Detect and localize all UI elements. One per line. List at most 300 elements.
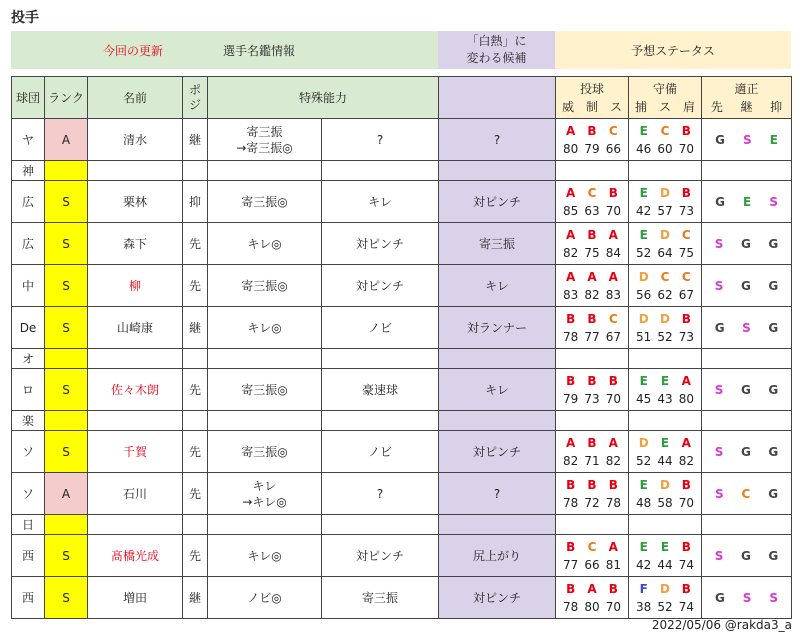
- aptitude-letter: G: [768, 382, 779, 397]
- special-ability-line: 寄三振◎: [241, 382, 288, 397]
- grade-letter: E: [660, 539, 670, 554]
- stat-value: 78: [563, 599, 579, 614]
- table-header-row: [12, 77, 792, 119]
- pitching-stats: [556, 577, 629, 619]
- rank-cell: S: [45, 431, 88, 473]
- stat-value: 44: [657, 453, 673, 468]
- aptitude-cell: [702, 119, 792, 161]
- stat-value: 77: [563, 557, 579, 572]
- grade-letter: A: [681, 435, 691, 450]
- position-cell: 継: [183, 577, 208, 619]
- aptitude-grades: [706, 279, 787, 293]
- header-pos: ポジ: [183, 77, 208, 119]
- pitching-stats: [556, 181, 629, 223]
- team-separator-row: [12, 349, 792, 369]
- empty-cell: [556, 161, 629, 181]
- aptitude-cell: [702, 369, 792, 411]
- pitching-values: [560, 598, 624, 616]
- grade-letter: B: [608, 185, 618, 200]
- player-name: 山崎康: [88, 307, 183, 349]
- table-row: [12, 369, 792, 411]
- legend-bar: [11, 31, 791, 69]
- team-cell: 西: [12, 577, 45, 619]
- position-cell: 抑: [183, 181, 208, 223]
- grade-letter: D: [660, 227, 670, 242]
- aptitude-letter: G: [768, 236, 779, 251]
- pitching-grades: [560, 434, 624, 452]
- grade-letter: C: [660, 123, 670, 138]
- aptitude-cell: [702, 181, 792, 223]
- pitching-stats: [556, 369, 629, 411]
- special-ability-1: [208, 265, 322, 307]
- aptitude-letter: G: [768, 486, 779, 501]
- player-name: 柳: [88, 265, 183, 307]
- special-ability-1: [208, 369, 322, 411]
- grade-letter: E: [639, 185, 648, 200]
- team-cell: ソ: [12, 473, 45, 515]
- stat-value: 57: [657, 203, 673, 218]
- player-name: 増田: [88, 577, 183, 619]
- grade-letter: B: [681, 477, 691, 492]
- fielding-grades: [633, 372, 697, 390]
- special-ability-line: ノビ◎: [247, 590, 282, 605]
- aptitude-letter: S: [743, 132, 752, 147]
- header-team: 球団: [12, 77, 45, 119]
- grade-letter: C: [660, 269, 670, 284]
- pitching-grades: [560, 476, 624, 494]
- stat-value: 74: [678, 599, 694, 614]
- team-cell: 西: [12, 535, 45, 577]
- special-ability-line: →寄三振◎: [236, 140, 293, 155]
- stat-value: 83: [563, 287, 579, 302]
- position-cell: 先: [183, 473, 208, 515]
- rank-cell: S: [45, 369, 88, 411]
- special-ability-1: [208, 577, 322, 619]
- special-ability-line: 寄三振◎: [241, 194, 288, 209]
- stat-value: 66: [605, 141, 621, 156]
- aptitude-letter: G: [715, 194, 725, 209]
- grade-letter: A: [681, 373, 691, 388]
- header-name: 名前: [88, 77, 183, 119]
- pitching-stats: [556, 223, 629, 265]
- grade-letter: A: [566, 123, 576, 138]
- pitching-stats: [556, 535, 629, 577]
- empty-cell: [702, 161, 792, 181]
- position-cell: 継: [183, 119, 208, 161]
- rank-cell-empty: [45, 515, 88, 535]
- legend-green: [11, 31, 438, 69]
- candidate-ability: 対ピンチ: [439, 181, 556, 223]
- stat-value: 81: [605, 557, 621, 572]
- player-name: 佐々木朗: [88, 369, 183, 411]
- fielding-values: [633, 556, 697, 574]
- header-pitch: 投球 威 制 ス: [556, 77, 629, 119]
- empty-cell: [208, 349, 322, 369]
- page-title: 投手: [11, 10, 39, 26]
- aptitude-letter: S: [714, 486, 724, 501]
- fielding-stats: [629, 265, 702, 307]
- table-row: [12, 307, 792, 349]
- aptitude-grades: [706, 549, 787, 563]
- fielding-values: [633, 140, 697, 158]
- header-sub-label: 制: [586, 99, 599, 114]
- stat-value: 73: [678, 329, 694, 344]
- special-ability-line: キレ◎: [247, 236, 282, 251]
- position-cell: 継: [183, 307, 208, 349]
- fielding-values: [633, 202, 697, 220]
- fielding-values: [633, 286, 697, 304]
- grade-letter: E: [660, 435, 670, 450]
- grade-letter: E: [660, 373, 670, 388]
- candidate-cell-empty: [439, 515, 556, 535]
- team-cell: ロ: [12, 369, 45, 411]
- position-cell: 先: [183, 265, 208, 307]
- grade-letter: A: [587, 269, 597, 284]
- fielding-grades: [633, 538, 697, 556]
- table-row: [12, 535, 792, 577]
- team-cell: De: [12, 307, 45, 349]
- special-ability-2: 対ピンチ: [322, 223, 439, 265]
- footer-credit: 2022/05/06 @rakda3_a: [651, 618, 792, 632]
- empty-cell: [322, 349, 439, 369]
- aptitude-letter: S: [714, 548, 724, 563]
- aptitude-letter: G: [740, 382, 751, 397]
- grade-letter: C: [681, 269, 691, 284]
- stat-value: 56: [636, 287, 652, 302]
- stat-value: 77: [584, 329, 600, 344]
- aptitude-letter: G: [714, 590, 725, 605]
- grade-letter: A: [566, 227, 576, 242]
- pitching-values: [560, 286, 624, 304]
- team-cell: ヤ: [12, 119, 45, 161]
- special-ability-1: [208, 223, 322, 265]
- rank-cell: S: [45, 535, 88, 577]
- special-ability-1: [208, 181, 322, 223]
- stat-value: 73: [584, 391, 600, 406]
- aptitude-grades: [706, 591, 787, 605]
- stat-value: 60: [657, 141, 673, 156]
- grade-letter: C: [587, 185, 597, 200]
- pitcher-table: [11, 76, 792, 619]
- fielding-stats: [629, 181, 702, 223]
- grade-letter: B: [587, 435, 597, 450]
- grade-letter: A: [587, 581, 597, 596]
- grade-letter: D: [638, 435, 649, 450]
- grade-letter: E: [639, 373, 648, 388]
- header-aptitude: 適正 先 継 抑: [702, 77, 792, 119]
- stat-value: 71: [584, 453, 600, 468]
- special-ability-2: ?: [322, 473, 439, 515]
- table-row: [12, 265, 792, 307]
- aptitude-letter: G: [768, 320, 779, 335]
- table-row: [12, 577, 792, 619]
- stat-value: 52: [636, 245, 652, 260]
- grade-letter: D: [638, 269, 649, 284]
- stat-value: 66: [584, 557, 600, 572]
- empty-cell: [183, 515, 208, 535]
- fielding-stats: [629, 577, 702, 619]
- table-row: [12, 223, 792, 265]
- legend-candidate-line2: 変わる候補: [466, 51, 527, 65]
- rank-cell-empty: [45, 349, 88, 369]
- stat-value: 72: [584, 495, 600, 510]
- empty-cell: [702, 349, 792, 369]
- stat-value: 74: [678, 557, 694, 572]
- empty-cell: [629, 515, 702, 535]
- grade-letter: B: [608, 581, 618, 596]
- rank-cell-empty: [45, 411, 88, 431]
- grade-letter: B: [587, 477, 597, 492]
- candidate-cell-empty: [439, 411, 556, 431]
- empty-cell: [183, 161, 208, 181]
- header-sub-label: 継: [740, 99, 753, 114]
- team-separator-row: [12, 515, 792, 535]
- fielding-values: [633, 452, 697, 470]
- player-name: 髙橋光成: [88, 535, 183, 577]
- aptitude-cell: [702, 535, 792, 577]
- grade-letter: E: [639, 477, 648, 492]
- grade-letter: A: [566, 185, 576, 200]
- aptitude-letter: G: [740, 236, 751, 251]
- pitching-grades: [560, 184, 624, 202]
- fielding-grades: [633, 122, 697, 140]
- pitching-values: [560, 390, 624, 408]
- special-ability-2: キレ: [322, 181, 439, 223]
- special-ability-line: 寄三振◎: [241, 444, 288, 459]
- team-cell: 広: [12, 181, 45, 223]
- aptitude-letter: C: [741, 486, 751, 501]
- header-sub-label: 捕: [635, 99, 648, 114]
- stat-value: 38: [636, 599, 652, 614]
- aptitude-letter: G: [714, 320, 725, 335]
- position-cell: 先: [183, 431, 208, 473]
- stat-value: 70: [605, 599, 621, 614]
- empty-cell: [88, 349, 183, 369]
- grade-letter: D: [660, 477, 670, 492]
- stat-value: 52: [657, 599, 673, 614]
- player-name: 森下: [88, 223, 183, 265]
- stat-value: 70: [678, 495, 694, 510]
- stat-value: 83: [605, 287, 621, 302]
- special-ability-2: 豪速球: [322, 369, 439, 411]
- special-ability-line: キレ◎: [247, 320, 282, 335]
- aptitude-letter: S: [769, 194, 778, 209]
- legend-forecast: 予想ステータス: [555, 31, 791, 69]
- pitching-grades: [560, 268, 624, 286]
- aptitude-cell: [702, 577, 792, 619]
- rank-cell: A: [45, 119, 88, 161]
- grade-letter: B: [681, 123, 691, 138]
- empty-cell: [629, 161, 702, 181]
- stat-value: 45: [636, 391, 652, 406]
- candidate-ability: 対ピンチ: [439, 577, 556, 619]
- empty-cell: [629, 349, 702, 369]
- grade-letter: B: [566, 477, 576, 492]
- special-ability-2: 対ピンチ: [322, 535, 439, 577]
- special-ability-1: [208, 473, 322, 515]
- pitching-stats: [556, 119, 629, 161]
- header-rank: ランク: [45, 77, 88, 119]
- stat-value: 67: [678, 287, 694, 302]
- grade-letter: B: [681, 581, 691, 596]
- team-cell: 神: [12, 161, 45, 181]
- fielding-stats: [629, 119, 702, 161]
- stat-value: 82: [563, 245, 579, 260]
- aptitude-letter: G: [768, 444, 779, 459]
- grade-letter: B: [681, 539, 691, 554]
- candidate-ability: 寄三振: [439, 223, 556, 265]
- aptitude-grades: [706, 133, 787, 147]
- fielding-grades: [633, 184, 697, 202]
- stat-value: 80: [563, 141, 579, 156]
- header-sub-label: ス: [659, 99, 672, 114]
- legend-info: 選手名鑑情報: [223, 44, 296, 58]
- pitching-stats: [556, 473, 629, 515]
- grade-letter: D: [660, 581, 670, 596]
- header-sub-label: 抑: [770, 99, 783, 114]
- empty-cell: [322, 515, 439, 535]
- aptitude-cell: [702, 307, 792, 349]
- stat-value: 63: [584, 203, 600, 218]
- candidate-ability: ?: [439, 119, 556, 161]
- stat-value: 80: [584, 599, 600, 614]
- grade-letter: B: [566, 373, 576, 388]
- header-special: 特殊能力: [208, 77, 439, 119]
- stat-value: 82: [563, 453, 579, 468]
- stat-value: 85: [563, 203, 579, 218]
- aptitude-letter: G: [715, 132, 725, 147]
- pitching-grades: [560, 122, 624, 140]
- pitching-values: [560, 244, 624, 262]
- rank-cell: S: [45, 307, 88, 349]
- stat-value: 62: [657, 287, 673, 302]
- header-sub-label: 先: [710, 99, 723, 114]
- grade-letter: E: [639, 539, 648, 554]
- aptitude-letter: G: [740, 444, 751, 459]
- fielding-stats: [629, 223, 702, 265]
- stat-value: 44: [657, 557, 673, 572]
- aptitude-letter: G: [768, 548, 779, 563]
- empty-cell: [183, 349, 208, 369]
- special-ability-line: 寄三振: [246, 124, 283, 139]
- candidate-ability: ?: [439, 473, 556, 515]
- aptitude-grades: [706, 445, 787, 459]
- pitching-grades: [560, 580, 624, 598]
- grade-letter: A: [566, 435, 576, 450]
- team-cell: 楽: [12, 411, 45, 431]
- player-name: 清水: [88, 119, 183, 161]
- grade-letter: E: [639, 227, 648, 242]
- stat-value: 42: [636, 557, 652, 572]
- fielding-grades: [633, 226, 697, 244]
- position-cell: 先: [183, 369, 208, 411]
- stat-value: 79: [563, 391, 579, 406]
- legend-candidate-line1: 「白熱」に: [466, 34, 527, 48]
- grade-letter: B: [608, 477, 618, 492]
- stat-value: 64: [657, 245, 673, 260]
- fielding-grades: [633, 476, 697, 494]
- candidate-ability: キレ: [439, 265, 556, 307]
- team-cell: 広: [12, 223, 45, 265]
- grade-letter: E: [639, 123, 648, 138]
- special-ability-1: [208, 119, 322, 161]
- table-row: [12, 119, 792, 161]
- stat-value: 78: [563, 329, 579, 344]
- stat-value: 70: [605, 203, 621, 218]
- player-name: 栗林: [88, 181, 183, 223]
- table-row: [12, 473, 792, 515]
- special-ability-1: [208, 431, 322, 473]
- pitching-stats: [556, 307, 629, 349]
- aptitude-letter: G: [740, 548, 751, 563]
- special-ability-line: →キレ◎: [242, 494, 287, 509]
- special-ability-2: 寄三振: [322, 577, 439, 619]
- header-field: 守備 捕 ス 肩: [629, 77, 702, 119]
- fielding-grades: [633, 310, 697, 328]
- pitching-stats: [556, 431, 629, 473]
- empty-cell: [88, 411, 183, 431]
- grade-letter: C: [681, 227, 691, 242]
- empty-cell: [629, 411, 702, 431]
- special-ability-2: 対ピンチ: [322, 265, 439, 307]
- fielding-stats: [629, 369, 702, 411]
- fielding-grades: [633, 268, 697, 286]
- grade-letter: D: [660, 185, 670, 200]
- aptitude-letter: S: [714, 382, 724, 397]
- fielding-values: [633, 598, 697, 616]
- rank-cell: S: [45, 181, 88, 223]
- candidate-ability: 対ピンチ: [439, 431, 556, 473]
- stat-value: 70: [605, 391, 621, 406]
- grade-letter: B: [587, 373, 597, 388]
- empty-cell: [208, 161, 322, 181]
- empty-cell: [702, 515, 792, 535]
- grade-letter: C: [608, 311, 618, 326]
- candidate-cell-empty: [439, 161, 556, 181]
- pitching-grades: [560, 538, 624, 556]
- candidate-ability: キレ: [439, 369, 556, 411]
- special-ability-2: ノビ: [322, 307, 439, 349]
- grade-letter: B: [566, 581, 576, 596]
- empty-cell: [88, 161, 183, 181]
- grade-letter: B: [566, 539, 576, 554]
- empty-cell: [322, 411, 439, 431]
- header-sub-label: ス: [610, 99, 623, 114]
- team-cell: 日: [12, 515, 45, 535]
- stat-value: 46: [636, 141, 652, 156]
- grade-letter: B: [566, 311, 576, 326]
- special-ability-line: キレ◎: [247, 548, 282, 563]
- grade-letter: B: [608, 373, 618, 388]
- aptitude-cell: [702, 265, 792, 307]
- legend-candidate: [438, 31, 555, 69]
- aptitude-letter: E: [769, 132, 778, 147]
- aptitude-letter: S: [769, 590, 779, 605]
- team-separator-row: [12, 161, 792, 181]
- candidate-ability: 対ランナー: [439, 307, 556, 349]
- fielding-stats: [629, 307, 702, 349]
- pitching-grades: [560, 372, 624, 390]
- team-cell: ソ: [12, 431, 45, 473]
- grade-letter: A: [608, 227, 618, 242]
- empty-cell: [556, 411, 629, 431]
- pitching-stats: [556, 265, 629, 307]
- table-row: [12, 181, 792, 223]
- stat-value: 58: [657, 495, 673, 510]
- table-row: [12, 431, 792, 473]
- rank-cell-empty: [45, 161, 88, 181]
- stat-value: 78: [605, 495, 621, 510]
